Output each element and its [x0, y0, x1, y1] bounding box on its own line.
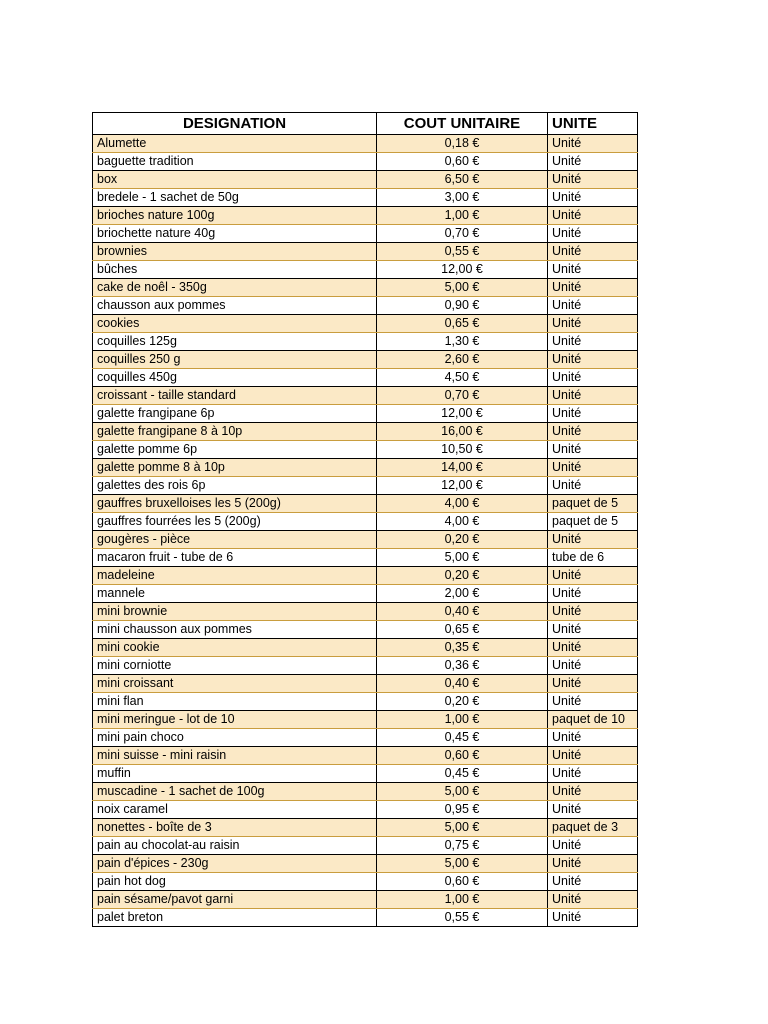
cell-cost: 6,50 € [377, 171, 548, 189]
table-header [93, 113, 638, 135]
table-row [93, 135, 638, 153]
table-row [93, 495, 638, 513]
cell-designation: pain sésame/pavot garni [93, 891, 377, 909]
table-body [93, 135, 638, 927]
cell-cost: 0,70 € [377, 225, 548, 243]
cell-cost: 0,40 € [377, 603, 548, 621]
cell-cost: 0,55 € [377, 243, 548, 261]
cell-designation: mini croissant [93, 675, 377, 693]
cell-cost: 14,00 € [377, 459, 548, 477]
cell-unit: Unité [548, 333, 638, 351]
cell-designation: bûches [93, 261, 377, 279]
cell-cost: 3,00 € [377, 189, 548, 207]
cell-cost: 0,55 € [377, 909, 548, 927]
cell-designation: madeleine [93, 567, 377, 585]
cell-unit: Unité [548, 585, 638, 603]
cell-unit: Unité [548, 369, 638, 387]
cell-unit: Unité [548, 171, 638, 189]
cell-designation: brownies [93, 243, 377, 261]
cell-designation: mini flan [93, 693, 377, 711]
cell-cost: 0,65 € [377, 315, 548, 333]
cell-designation: nonettes - boîte de 3 [93, 819, 377, 837]
table-row [93, 189, 638, 207]
cell-cost: 0,40 € [377, 675, 548, 693]
cell-cost: 5,00 € [377, 549, 548, 567]
cell-unit: Unité [548, 729, 638, 747]
cell-unit: Unité [548, 747, 638, 765]
cell-unit: paquet de 3 [548, 819, 638, 837]
cell-unit: Unité [548, 297, 638, 315]
table-row [93, 909, 638, 927]
cell-designation: pain hot dog [93, 873, 377, 891]
header-cost: COUT UNITAIRE [377, 113, 548, 135]
cell-unit: Unité [548, 693, 638, 711]
cell-cost: 0,18 € [377, 135, 548, 153]
cell-designation: mini corniotte [93, 657, 377, 675]
table-row [93, 261, 638, 279]
cell-designation: noix caramel [93, 801, 377, 819]
cell-unit: Unité [548, 855, 638, 873]
cell-cost: 5,00 € [377, 783, 548, 801]
cell-unit: Unité [548, 639, 638, 657]
cell-unit: Unité [548, 243, 638, 261]
cell-cost: 0,35 € [377, 639, 548, 657]
cell-designation: croissant - taille standard [93, 387, 377, 405]
table-row [93, 819, 638, 837]
cell-unit: Unité [548, 261, 638, 279]
cell-cost: 0,60 € [377, 153, 548, 171]
cell-designation: muffin [93, 765, 377, 783]
cell-unit: Unité [548, 441, 638, 459]
cell-designation: palet breton [93, 909, 377, 927]
cell-cost: 0,60 € [377, 873, 548, 891]
header-row [93, 113, 638, 135]
table-row [93, 369, 638, 387]
cell-designation: mini cookie [93, 639, 377, 657]
table-row [93, 549, 638, 567]
cell-designation: box [93, 171, 377, 189]
cell-cost: 2,00 € [377, 585, 548, 603]
table-row [93, 675, 638, 693]
cell-cost: 12,00 € [377, 261, 548, 279]
cell-unit: Unité [548, 621, 638, 639]
cell-cost: 5,00 € [377, 279, 548, 297]
cell-cost: 0,90 € [377, 297, 548, 315]
cell-unit: Unité [548, 657, 638, 675]
cell-designation: mini brownie [93, 603, 377, 621]
cell-designation: macaron fruit - tube de 6 [93, 549, 377, 567]
cell-designation: galette frangipane 8 à 10p [93, 423, 377, 441]
table-row [93, 711, 638, 729]
cell-cost: 10,50 € [377, 441, 548, 459]
table-row [93, 513, 638, 531]
cell-unit: Unité [548, 153, 638, 171]
cell-designation: pain d'épices - 230g [93, 855, 377, 873]
cell-designation: Alumette [93, 135, 377, 153]
cell-unit: Unité [548, 189, 638, 207]
table-row [93, 153, 638, 171]
table-row [93, 747, 638, 765]
cell-designation: mini pain choco [93, 729, 377, 747]
cell-designation: coquilles 250 g [93, 351, 377, 369]
cell-designation: brioches nature 100g [93, 207, 377, 225]
cell-designation: mini suisse - mini raisin [93, 747, 377, 765]
cell-designation: bredele - 1 sachet de 50g [93, 189, 377, 207]
cell-unit: Unité [548, 603, 638, 621]
cell-cost: 0,20 € [377, 531, 548, 549]
table-row [93, 873, 638, 891]
price-table [92, 112, 638, 927]
cell-cost: 0,45 € [377, 765, 548, 783]
table-row [93, 657, 638, 675]
cell-designation: briochette nature 40g [93, 225, 377, 243]
cell-unit: Unité [548, 531, 638, 549]
cell-designation: pain au chocolat-au raisin [93, 837, 377, 855]
cell-cost: 0,65 € [377, 621, 548, 639]
cell-unit: Unité [548, 423, 638, 441]
cell-cost: 12,00 € [377, 405, 548, 423]
cell-designation: galette pomme 8 à 10p [93, 459, 377, 477]
cell-unit: Unité [548, 459, 638, 477]
cell-designation: galette frangipane 6p [93, 405, 377, 423]
table-row [93, 243, 638, 261]
table-row [93, 783, 638, 801]
table-row [93, 315, 638, 333]
cell-designation: muscadine - 1 sachet de 100g [93, 783, 377, 801]
table-row [93, 837, 638, 855]
cell-designation: mini meringue - lot de 10 [93, 711, 377, 729]
table-row [93, 765, 638, 783]
table-row [93, 351, 638, 369]
cell-cost: 5,00 € [377, 819, 548, 837]
cell-designation: chausson aux pommes [93, 297, 377, 315]
cell-designation: gauffres fourrées les 5 (200g) [93, 513, 377, 531]
cell-unit: Unité [548, 207, 638, 225]
cell-unit: Unité [548, 135, 638, 153]
table-row [93, 405, 638, 423]
cell-designation: cake de noêl - 350g [93, 279, 377, 297]
cell-unit: Unité [548, 801, 638, 819]
cell-cost: 1,00 € [377, 711, 548, 729]
cell-cost: 4,00 € [377, 495, 548, 513]
cell-unit: Unité [548, 909, 638, 927]
cell-unit: Unité [548, 837, 638, 855]
cell-unit: Unité [548, 351, 638, 369]
cell-unit: paquet de 10 [548, 711, 638, 729]
cell-unit: Unité [548, 873, 638, 891]
table-row [93, 567, 638, 585]
cell-unit: Unité [548, 675, 638, 693]
cell-unit: Unité [548, 765, 638, 783]
cell-unit: Unité [548, 315, 638, 333]
table-row [93, 531, 638, 549]
header-designation: DESIGNATION [93, 113, 377, 135]
cell-cost: 1,30 € [377, 333, 548, 351]
table-row [93, 621, 638, 639]
table-row [93, 459, 638, 477]
table-row [93, 441, 638, 459]
cell-unit: Unité [548, 567, 638, 585]
cell-cost: 0,20 € [377, 693, 548, 711]
cell-unit: Unité [548, 387, 638, 405]
cell-designation: gougères - pièce [93, 531, 377, 549]
table-row [93, 387, 638, 405]
cell-designation: cookies [93, 315, 377, 333]
cell-cost: 4,00 € [377, 513, 548, 531]
cell-cost: 2,60 € [377, 351, 548, 369]
cell-designation: galette pomme 6p [93, 441, 377, 459]
table-row [93, 585, 638, 603]
cell-unit: Unité [548, 225, 638, 243]
table-row [93, 693, 638, 711]
cell-cost: 4,50 € [377, 369, 548, 387]
table-row [93, 639, 638, 657]
cell-cost: 0,45 € [377, 729, 548, 747]
cell-designation: coquilles 450g [93, 369, 377, 387]
table-row [93, 333, 638, 351]
table-row [93, 855, 638, 873]
cell-unit: paquet de 5 [548, 513, 638, 531]
table-row [93, 801, 638, 819]
table-row [93, 279, 638, 297]
table-row [93, 297, 638, 315]
cell-unit: Unité [548, 477, 638, 495]
cell-designation: coquilles 125g [93, 333, 377, 351]
cell-unit: tube de 6 [548, 549, 638, 567]
cell-designation: galettes des rois 6p [93, 477, 377, 495]
cell-designation: gauffres bruxelloises les 5 (200g) [93, 495, 377, 513]
table-row [93, 423, 638, 441]
cell-unit: Unité [548, 405, 638, 423]
table-row [93, 603, 638, 621]
cell-cost: 0,70 € [377, 387, 548, 405]
header-unit: UNITE [548, 113, 638, 135]
cell-designation: mini chausson aux pommes [93, 621, 377, 639]
cell-cost: 0,60 € [377, 747, 548, 765]
cell-cost: 0,95 € [377, 801, 548, 819]
cell-designation: baguette tradition [93, 153, 377, 171]
table-row [93, 729, 638, 747]
cell-unit: paquet de 5 [548, 495, 638, 513]
cell-cost: 0,36 € [377, 657, 548, 675]
table-row [93, 207, 638, 225]
cell-cost: 0,75 € [377, 837, 548, 855]
table-row [93, 225, 638, 243]
table-row [93, 171, 638, 189]
cell-cost: 1,00 € [377, 207, 548, 225]
cell-cost: 16,00 € [377, 423, 548, 441]
cell-unit: Unité [548, 279, 638, 297]
cell-cost: 1,00 € [377, 891, 548, 909]
cell-cost: 0,20 € [377, 567, 548, 585]
table-row [93, 477, 638, 495]
cell-cost: 12,00 € [377, 477, 548, 495]
table-row [93, 891, 638, 909]
cell-designation: mannele [93, 585, 377, 603]
cell-unit: Unité [548, 891, 638, 909]
cell-unit: Unité [548, 783, 638, 801]
cell-cost: 5,00 € [377, 855, 548, 873]
